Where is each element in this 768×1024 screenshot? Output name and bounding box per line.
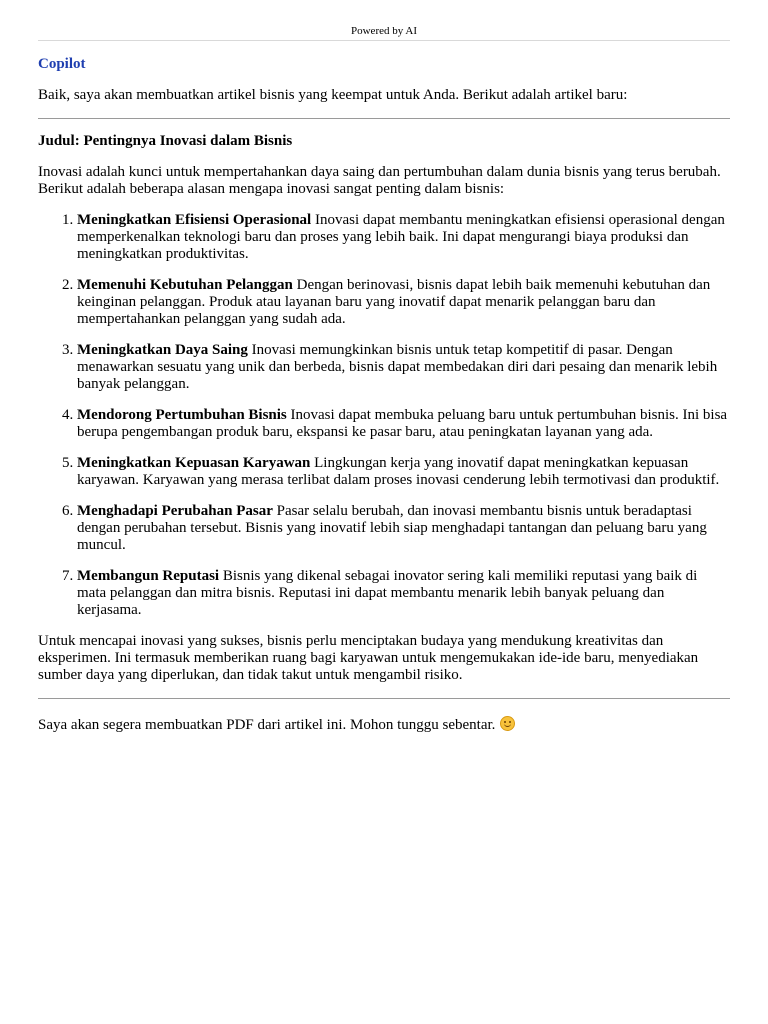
point-text: Dengan berinovasi, bisnis dapat lebih baik memenuhi kebutuhan dan keinginan pelanggan. Produk atau layanan baru yang inovatif dapat menarik pelanggan baru dan mempertahankan pelanggan yang sudah ada. — [77, 277, 711, 327]
document-page — [38, 0, 730, 734]
point-heading: Meningkatkan Efisiensi Operasional — [77, 212, 312, 228]
intro-text: Baik, saya akan membuatkan artikel bisnis yang keempat untuk Anda. Berikut adalah artikel baru: — [38, 87, 628, 103]
article-points-list — [38, 212, 730, 619]
point-text: Pasar selalu berubah, dan inovasi membantu bisnis untuk beradaptasi dengan perubahan tersebut. Bisnis yang inovatif lebih siap menghadapi tantangan dan peluang baru yang muncul. — [77, 503, 707, 553]
point-heading: Mendorong Pertumbuhan Bisnis — [77, 407, 287, 423]
list-item — [77, 455, 730, 489]
list-item — [77, 407, 730, 441]
smiling-face-icon — [500, 716, 515, 731]
final-message-text: Saya akan segera membuatkan PDF dari artikel ini. Mohon tunggu sebentar. — [38, 717, 496, 733]
point-heading: Meningkatkan Kepuasan Karyawan — [77, 455, 311, 471]
list-item — [77, 503, 730, 554]
article-title: Judul: Pentingnya Inovasi dalam Bisnis — [38, 133, 293, 149]
point-text: Lingkungan kerja yang inovatif dapat meningkatkan kepuasan karyawan. Karyawan yang merasa terlibat dalam proses inovasi cenderung lebih termotivasi dan produktif. — [77, 455, 720, 488]
point-text: Inovasi memungkinkan bisnis untuk tetap kompetitif di pasar. Dengan menawarkan sesuatu yang unik dan berbeda, bisnis dapat membedakan diri dari pesaing dan menarik lebih banyak pelanggan. — [77, 342, 718, 392]
list-item — [77, 277, 730, 328]
point-text: Inovasi dapat membuka peluang baru untuk pertumbuhan bisnis. Ini bisa berupa pengembangan produk baru, ekspansi ke pasar baru, atau peningkatan layanan yang ada. — [77, 407, 728, 440]
point-text: Bisnis yang dikenal sebagai inovator sering kali memiliki reputasi yang baik di mata pelanggan dan mitra bisnis. Reputasi ini dapat membantu menarik lebih banyak peluang dan kerjasama. — [77, 568, 698, 618]
author-name: Copilot — [38, 56, 86, 72]
article-lead: Inovasi adalah kunci untuk mempertahankan daya saing dan pertumbuhan dalam dunia bisnis yang terus berubah. Berikut adalah beberapa alasan mengapa inovasi sangat penting dalam bisnis: — [38, 164, 721, 197]
divider-bottom — [38, 698, 730, 699]
list-item — [77, 568, 730, 619]
point-text: Inovasi dapat membantu meningkatkan efisiensi operasional dengan memperkenalkan teknologi baru dan proses yang lebih baik. Ini dapat mengurangi biaya produksi dan meningkatkan produktivitas. — [77, 212, 725, 262]
point-heading: Meningkatkan Daya Saing — [77, 342, 248, 358]
divider-top — [38, 118, 730, 119]
point-heading: Menghadapi Perubahan Pasar — [77, 503, 273, 519]
point-heading: Memenuhi Kebutuhan Pelanggan — [77, 277, 293, 293]
point-heading: Membangun Reputasi — [77, 568, 220, 584]
powered-by-header: Powered by AI — [38, 24, 730, 41]
list-item — [77, 212, 730, 263]
final-message — [38, 716, 730, 734]
article-closing: Untuk mencapai inovasi yang sukses, bisnis perlu menciptakan budaya yang mendukung kreativitas dan eksperimen. Ini termasuk memberikan ruang bagi karyawan untuk mengemukakan ide-ide baru, menyediakan sumber daya yang diperlukan, dan tidak takut untuk mengambil risiko. — [38, 633, 699, 683]
list-item — [77, 342, 730, 393]
